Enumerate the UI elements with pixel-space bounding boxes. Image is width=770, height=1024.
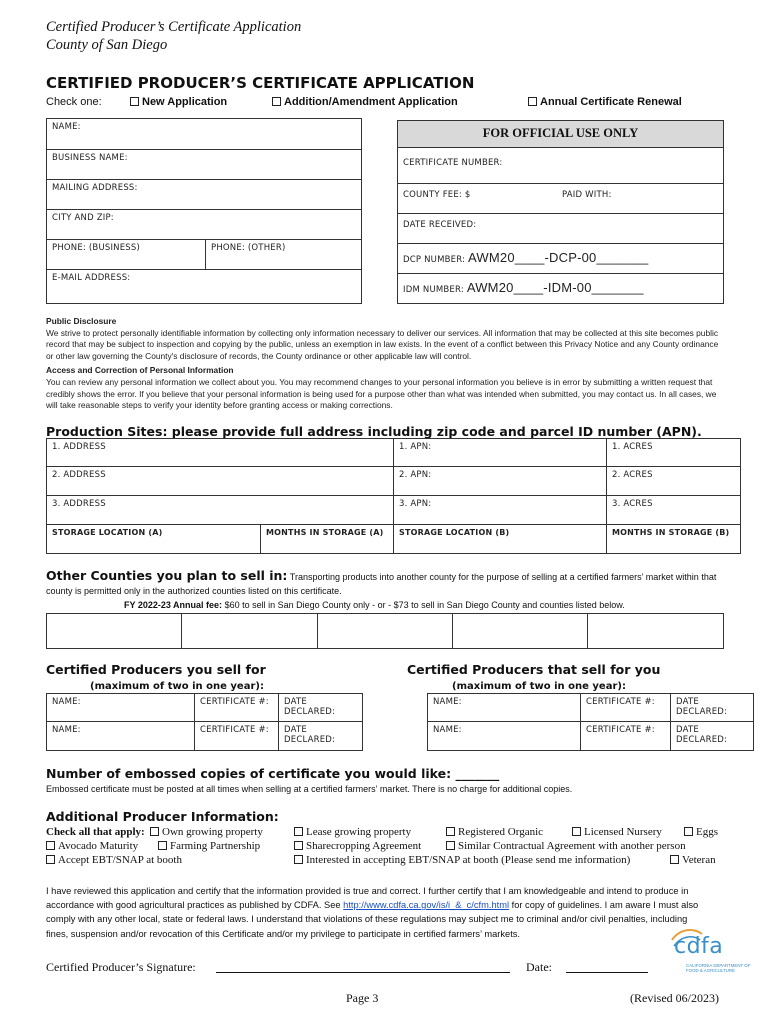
- option-annual-renewal[interactable]: Annual Certificate Renewal: [528, 96, 682, 108]
- apn-2-field[interactable]: 2. APN:: [393, 466, 607, 496]
- cdfa-logo-sub: CALIFORNIA DEPARTMENT OF FOOD & AGRICULTURE: [686, 963, 751, 973]
- disclosure-title: Public Disclosure: [46, 316, 117, 326]
- additional-options: [46, 826, 766, 872]
- email-field[interactable]: E-MAIL ADDRESS:: [46, 269, 362, 304]
- sell-for-date-2[interactable]: DATE DECLARED:: [278, 721, 363, 751]
- apn-3-field[interactable]: 3. APN:: [393, 495, 607, 525]
- other-counties-text: Transporting products into another county for the purpose of selling at a certified farmers’ market within that county is permitted only in the authorized counties listed on this certificate.: [46, 572, 717, 596]
- sell-for-date-1[interactable]: DATE DECLARED:: [278, 693, 363, 722]
- sell-for-you-date-1[interactable]: DATE DECLARED:: [670, 693, 754, 722]
- idm-number-value: AWM20____-IDM-00_______: [466, 280, 644, 295]
- sell-for-name-1[interactable]: NAME:: [46, 693, 195, 722]
- certification-text: I have reviewed this application and certify that the information provided is true and correct. I further certify that I am knowledgeable and intend to produce in accordance with good agricultural practices as published by CDFA. See http://www.cdfa.ca.gov/is/i_&_c/cfm.html for copy of guidelines. I am aware I must also comply with any other local, state or federal laws. I understand that violations of these regulations may subject me to criminal and/or civil penalties, including fines, suspension and/or revocation of this Certificate and/or my privilege to participate in certified farmers’ markets.: [46, 886, 699, 939]
- guidelines-link[interactable]: http://www.cdfa.ca.gov/is/i_&_c/cfm.html: [343, 900, 510, 911]
- check-one-label: Check one:: [46, 96, 102, 108]
- sell-for-name-2[interactable]: NAME:: [46, 721, 195, 751]
- header-line2: County of San Diego: [46, 37, 168, 53]
- sell-for-sub: (maximum of two in one year):: [90, 681, 264, 692]
- sell-for-cert-2[interactable]: CERTIFICATE #:: [194, 721, 279, 751]
- dcp-number-field[interactable]: DCP NUMBER: AWM20____-DCP-00_______: [397, 243, 724, 274]
- option-avocado-maturity[interactable]: Avocado Maturity: [46, 840, 138, 852]
- mailing-address-field[interactable]: MAILING ADDRESS:: [46, 179, 362, 210]
- address-1-field[interactable]: 1. ADDRESS: [46, 438, 394, 467]
- date-label: Date:: [526, 960, 552, 974]
- option-similar-contractual[interactable]: Similar Contractual Agreement with another person: [446, 840, 686, 852]
- sell-for-heading: Certified Producers you sell for: [46, 662, 266, 677]
- checkbox[interactable]: [272, 97, 281, 106]
- acres-3-field[interactable]: 3. ACRES: [606, 495, 741, 525]
- other-counties-heading: Other Counties you plan to sell in:: [46, 568, 288, 583]
- apn-1-field[interactable]: 1. APN:: [393, 438, 607, 467]
- phone-other-field[interactable]: PHONE: (OTHER): [205, 239, 362, 270]
- option-eggs[interactable]: Eggs: [684, 826, 718, 838]
- option-farming-partnership[interactable]: Farming Partnership: [158, 840, 260, 852]
- embossed-text: Embossed certificate must be posted at all times when selling at a certified farmers’ market. There is no charge for additional copies.: [46, 784, 573, 794]
- date-line[interactable]: [566, 972, 648, 973]
- county-fee-field[interactable]: COUNTY FEE: $ PAID WITH:: [397, 183, 724, 214]
- option-registered-organic[interactable]: Registered Organic: [446, 826, 543, 838]
- county-box-3[interactable]: [317, 613, 453, 649]
- sell-for-cert-1[interactable]: CERTIFICATE #:: [194, 693, 279, 722]
- idm-number-field[interactable]: IDM NUMBER: AWM20____-IDM-00_______: [397, 273, 724, 304]
- acres-2-field[interactable]: 2. ACRES: [606, 466, 741, 496]
- sell-for-you-date-2[interactable]: DATE DECLARED:: [670, 721, 754, 751]
- access-title: Access and Correction of Personal Information: [46, 365, 234, 376]
- option-interested-ebt[interactable]: Interested in accepting EBT/SNAP at booth (Please send me information): [294, 854, 630, 866]
- county-box-2[interactable]: [181, 613, 318, 649]
- option-new-application[interactable]: New Application: [130, 96, 227, 108]
- county-box-5[interactable]: [587, 613, 724, 649]
- sell-for-you-heading: Certified Producers that sell for you: [407, 662, 661, 677]
- option-addition-amendment[interactable]: Addition/Amendment Application: [272, 96, 458, 108]
- sell-for-you-sub: (maximum of two in one year):: [452, 681, 626, 692]
- access-text: You can review any personal information we collect about you. You may recommend changes to your personal information you believe is in error by submitting a written request that credibly shows the error. If you believe that your personal information is being used for a purpose other than what was intended when submitted, you may contact us. In all cases, we will take reasonable steps to verify your identity before granting access or making corrections.: [46, 376, 717, 411]
- embossed-heading: Number of embossed copies of certificate you would like: _______: [46, 766, 500, 781]
- storage-location-a-field[interactable]: STORAGE LOCATION (A): [46, 524, 261, 554]
- check-all-label: Check all that apply:: [46, 826, 145, 838]
- acres-1-field[interactable]: 1. ACRES: [606, 438, 741, 467]
- sell-for-you-name-1[interactable]: NAME:: [427, 693, 581, 722]
- sell-for-you-cert-2[interactable]: CERTIFICATE #:: [580, 721, 671, 751]
- checkbox[interactable]: [528, 97, 537, 106]
- address-2-field[interactable]: 2. ADDRESS: [46, 466, 394, 496]
- public-disclosure: [46, 316, 724, 412]
- paid-with-label: PAID WITH:: [562, 190, 612, 200]
- option-accept-ebt[interactable]: Accept EBT/SNAP at booth: [46, 854, 182, 866]
- name-field[interactable]: NAME:: [46, 118, 362, 150]
- revised-date: (Revised 06/2023): [630, 991, 719, 1005]
- storage-location-b-field[interactable]: STORAGE LOCATION (B): [393, 524, 607, 554]
- county-box-4[interactable]: [452, 613, 588, 649]
- page-number: Page 3: [346, 991, 379, 1005]
- county-box-1[interactable]: [46, 613, 182, 649]
- official-use-title: FOR OFFICIAL USE ONLY: [397, 120, 724, 148]
- sell-for-you-name-2[interactable]: NAME:: [427, 721, 581, 751]
- page-title: CERTIFIED PRODUCER’S CERTIFICATE APPLICATION: [46, 74, 475, 92]
- production-heading: Production Sites: please provide full address including zip code and parcel ID number (APN).: [46, 424, 702, 439]
- checkbox[interactable]: [130, 97, 139, 106]
- months-storage-b-field[interactable]: MONTHS IN STORAGE (B): [606, 524, 741, 554]
- sell-for-you-cert-1[interactable]: CERTIFICATE #:: [580, 693, 671, 722]
- city-zip-field[interactable]: CITY AND ZIP:: [46, 209, 362, 240]
- option-own-property[interactable]: Own growing property: [150, 826, 263, 838]
- option-veteran[interactable]: Veteran: [670, 854, 716, 866]
- annual-fee-text: $60 to sell in San Diego County only - or - $73 to sell in San Diego County and counties listed below.: [224, 600, 625, 610]
- option-lease-property[interactable]: Lease growing property: [294, 826, 411, 838]
- phone-business-field[interactable]: PHONE: (BUSINESS): [46, 239, 206, 270]
- cdfa-logo: [664, 926, 760, 976]
- doc-header: [46, 18, 301, 54]
- business-name-field[interactable]: BUSINESS NAME:: [46, 149, 362, 180]
- address-3-field[interactable]: 3. ADDRESS: [46, 495, 394, 525]
- disclosure-text: We strive to protect personally identifiable information by collecting only information necessary to deliver our services. All information that may be collected at this site becomes public record that may be subject to inspection and copying by the public, unless an exemption in law exists. In the event of a conflict between this Privacy Notice and any County ordinance or other law governing the County's disclosure of records, the County ordinance or other applicable law will control.: [46, 327, 719, 361]
- date-received-field[interactable]: DATE RECEIVED:: [397, 213, 724, 244]
- dcp-number-value: AWM20____-DCP-00_______: [468, 250, 649, 265]
- header-line1: Certified Producer’s Certificate Application: [46, 19, 302, 35]
- signature-label: Certified Producer’s Signature:: [46, 960, 196, 974]
- cdfa-logo-text: cdfa: [674, 934, 724, 959]
- signature-line[interactable]: [216, 972, 510, 973]
- months-storage-a-field[interactable]: MONTHS IN STORAGE (A): [260, 524, 394, 554]
- option-sharecropping[interactable]: Sharecropping Agreement: [294, 840, 421, 852]
- certificate-number-field[interactable]: CERTIFICATE NUMBER:: [397, 147, 724, 184]
- annual-fee-label: FY 2022-23 Annual fee:: [124, 600, 223, 610]
- option-licensed-nursery[interactable]: Licensed Nursery: [572, 826, 662, 838]
- other-counties-section: [46, 569, 726, 612]
- additional-heading: Additional Producer Information:: [46, 809, 279, 824]
